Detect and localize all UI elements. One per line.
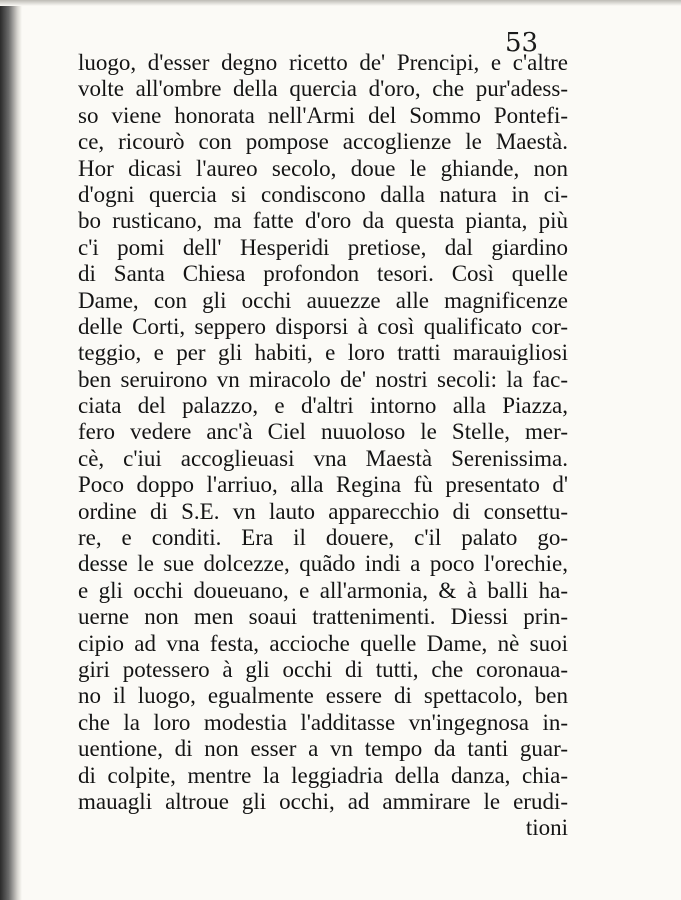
text-line: luogo, d'esser degno ricetto de' Prencipi, e c'altre xyxy=(78,50,568,75)
text-line: giri potessero à gli occhi di tutti, che coronaua- xyxy=(78,656,568,682)
text-line: ciata del palazzo, e d'altri intorno alla Piazza, xyxy=(78,393,568,419)
page-number: 53 xyxy=(505,28,539,58)
page-top-edge xyxy=(0,0,681,6)
page-gutter-shadow xyxy=(0,0,22,900)
text-line: teggio, e per gli habiti, e loro tratti marauigliosi xyxy=(78,340,568,366)
text-line: so viene honorata nell'Armi del Sommo Pontefi- xyxy=(78,102,568,128)
text-line: c'i pomi dell' Hesperidi pretiose, dal giardino xyxy=(78,234,568,260)
text-line: delle Corti, seppero disporsi à così qualificato cor- xyxy=(78,313,568,339)
text-line: ben seruirono vn miracolo de' nostri secoli: la fac- xyxy=(78,366,568,392)
text-line: uentione, di non esser a vn tempo da tanti guar- xyxy=(78,736,568,762)
catchword: tioni xyxy=(525,815,568,841)
body-text xyxy=(78,50,568,842)
text-line: volte all'ombre della quercia d'oro, che pur'adess- xyxy=(78,76,568,102)
text-line: di Santa Chiesa profondon tesori. Così quelle xyxy=(78,261,568,287)
text-line: cè, c'iui accoglieuasi vna Maestà Serenissima. xyxy=(78,445,568,471)
text-line: re, e conditi. Era il douere, c'il palato go- xyxy=(78,525,568,551)
text-line: mauagli altroue gli occhi, ad ammirare le erudi- xyxy=(78,788,568,814)
text-line: ordine di S.E. vn lauto apparecchio di consettu- xyxy=(78,498,568,524)
text-line: no il luogo, egualmente essere di spettacolo, ben xyxy=(78,683,568,709)
text-line: e gli occhi doueuano, e all'armonia, & à balli ha- xyxy=(78,577,568,603)
text-line: di colpite, mentre la leggiadria della danza, chia- xyxy=(78,762,568,788)
text-line: che la loro modestia l'additasse vn'ingegnosa in- xyxy=(78,709,568,735)
text-line: cipio ad vna festa, accioche quelle Dame, nè suoi xyxy=(78,630,568,656)
text-line: Hor dicasi l'aureo secolo, doue le ghiande, non xyxy=(78,155,568,181)
text-line: Poco doppo l'arriuo, alla Regina fù presentato d' xyxy=(78,472,568,498)
text-line: d'ogni quercia si condiscono dalla natura in ci- xyxy=(78,181,568,207)
text-line: ce, ricourò con pompose accoglienze le Maestà. xyxy=(78,129,568,155)
text-line: desse le sue dolcezze, quãdo indi a poco l'orechie, xyxy=(78,551,568,577)
text-line: Dame, con gli occhi auuezze alle magnificenze xyxy=(78,287,568,313)
text-line: fero vedere anc'à Ciel nuuoloso le Stelle, mer- xyxy=(78,419,568,445)
text-line: uerne non men soaui trattenimenti. Diessi prin- xyxy=(78,604,568,630)
text-line: bo rusticano, ma fatte d'oro da questa pianta, più xyxy=(78,208,568,234)
